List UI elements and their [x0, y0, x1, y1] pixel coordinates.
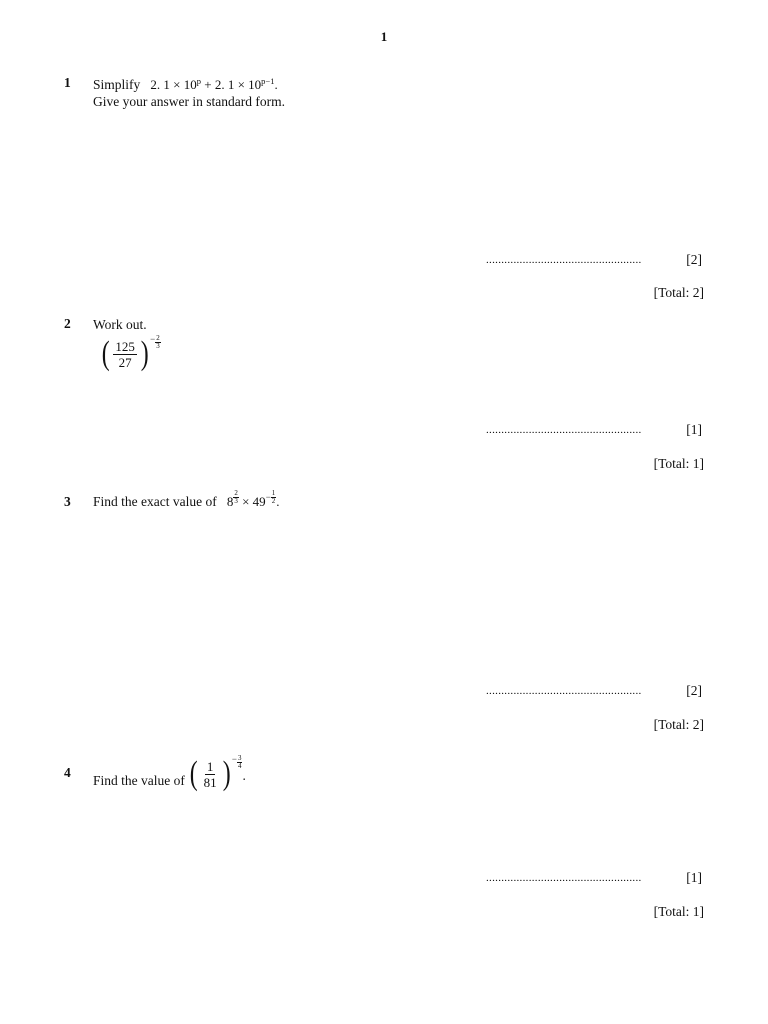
- mark-allocation: [1]: [686, 870, 702, 885]
- mark-allocation: [1]: [686, 422, 702, 437]
- right-paren: ): [222, 755, 231, 792]
- exponent-numerator: 3: [237, 753, 242, 762]
- question-2-expression: [100, 333, 161, 372]
- exponent-1: [233, 490, 239, 505]
- exponent-denominator: 4: [237, 761, 242, 770]
- exponent-sign: −: [150, 333, 156, 344]
- answer-line-3[interactable]: [486, 685, 704, 701]
- exponent-sign: −: [265, 492, 271, 502]
- times-49: × 49: [238, 494, 266, 509]
- question-number: 4: [64, 765, 71, 780]
- period: .: [276, 494, 280, 509]
- question-total: [Total: 1]: [653, 456, 704, 471]
- question-number: 1: [64, 75, 71, 90]
- fraction: [111, 339, 139, 370]
- question-2-instruction: Work out.: [93, 317, 147, 332]
- left-paren: (: [189, 755, 198, 792]
- answer-line-4[interactable]: [486, 872, 704, 888]
- question-number: 3: [64, 494, 71, 509]
- denominator: 81: [203, 774, 217, 790]
- exponent-denominator: 3: [156, 341, 160, 350]
- question-total: [Total: 2]: [653, 717, 704, 732]
- mark-allocation: [2]: [686, 683, 702, 698]
- numerator: 125: [115, 338, 135, 354]
- numerator: 1: [206, 758, 214, 774]
- question-4-expression: [188, 753, 246, 792]
- denominator: 27: [118, 354, 132, 370]
- question-1-expression: [150, 77, 277, 92]
- question-3-instruction: Find the exact value of: [93, 494, 217, 509]
- right-paren: ): [140, 335, 149, 372]
- question-4-text: [93, 753, 246, 792]
- exponent: [232, 755, 243, 770]
- fraction: [200, 759, 221, 790]
- term-b: + 2. 1 × 10: [200, 77, 262, 92]
- answer-dots: ...................................................: [486, 254, 642, 266]
- term-a: 2. 1 × 10: [150, 77, 197, 92]
- answer-dots: ...................................................: [486, 872, 642, 884]
- answer-line-1[interactable]: [486, 254, 704, 270]
- answer-dots: ...................................................: [486, 685, 642, 697]
- question-number: 2: [64, 316, 71, 331]
- period: .: [274, 77, 278, 92]
- mark-allocation: [2]: [686, 252, 702, 267]
- exponent-numerator: 1: [271, 489, 276, 497]
- question-total: [Total: 2]: [653, 285, 704, 300]
- question-1-line2: Give your answer in standard form.: [93, 94, 285, 109]
- question-total: [Total: 1]: [653, 904, 704, 919]
- page-number: 1: [380, 29, 388, 44]
- exponent-b: p−1: [261, 76, 275, 86]
- question-1-text: [93, 77, 285, 110]
- exponent-denominator: 3: [234, 497, 238, 505]
- exponent-denominator: 2: [271, 497, 276, 505]
- left-paren: (: [101, 335, 110, 372]
- question-3-expression: [226, 489, 280, 509]
- question-4-instruction: Find the value of: [93, 773, 185, 789]
- question-1-instruction: Simplify: [93, 77, 141, 92]
- exponent: [150, 335, 161, 350]
- question-3-text: [93, 489, 280, 510]
- exponent-numerator: 2: [156, 333, 160, 342]
- base-8: 8: [226, 494, 234, 509]
- answer-line-2[interactable]: [486, 424, 704, 440]
- exponent-numerator: 2: [234, 489, 238, 497]
- exponent-2: [271, 490, 277, 505]
- exponent-a: p: [196, 76, 201, 86]
- answer-dots: ...................................................: [486, 424, 642, 436]
- exponent-sign: −: [231, 753, 237, 764]
- period: .: [242, 768, 246, 783]
